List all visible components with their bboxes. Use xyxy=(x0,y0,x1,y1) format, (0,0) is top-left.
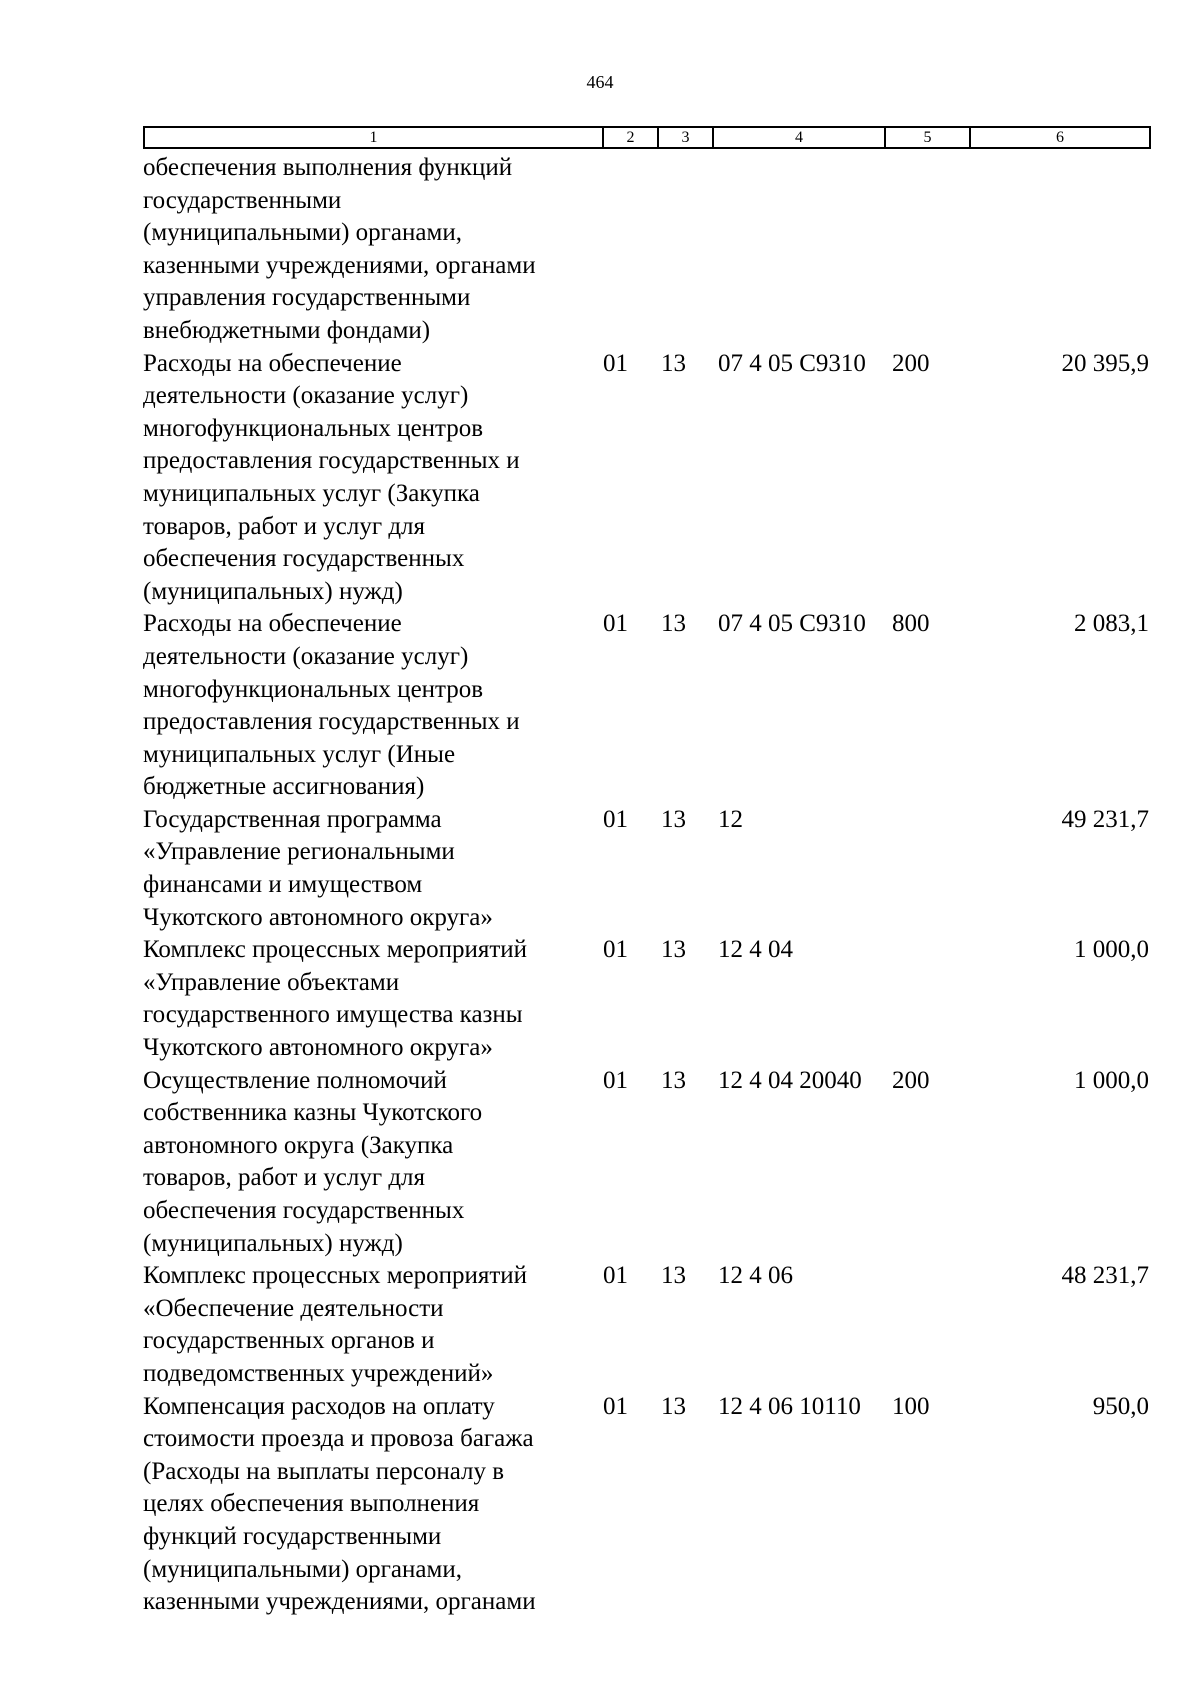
row-name: обеспечения выполнения функций государственными (муниципальными) органами, казенными учреждениями, органами управления государственными внебюджетными фондами) xyxy=(143,154,536,344)
row-subsection: 13 xyxy=(661,936,686,964)
row-subsection: 13 xyxy=(661,1392,686,1420)
row-name: Комплекс процессных мероприятий «Обеспечение деятельности государственных органов и подведомственных учреждений» xyxy=(143,1262,528,1387)
row-target-article: 12 4 04 xyxy=(718,936,793,964)
row-expense-type: 800 xyxy=(892,610,930,638)
header-col-6: 6 xyxy=(970,127,1150,148)
row-sum: 48 231,7 xyxy=(1061,1262,1149,1290)
row-expense-type: 100 xyxy=(892,1392,930,1420)
row-name: Расходы на обеспечение деятельности (оказание услуг) многофункциональных центров предоставления государственных и муниципальных услуг (Иные бюджетные ассигнования) xyxy=(143,610,520,801)
row-section: 01 xyxy=(603,610,628,638)
table-header xyxy=(143,126,1151,149)
row-section: 01 xyxy=(603,936,628,964)
row-section: 01 xyxy=(603,1392,628,1420)
row-target-article: 12 4 06 xyxy=(718,1262,793,1290)
row-target-article: 07 4 05 С9310 xyxy=(718,349,866,377)
row-subsection: 13 xyxy=(661,1066,686,1094)
row-target-article: 12 4 04 20040 xyxy=(718,1066,862,1094)
row-sum: 20 395,9 xyxy=(1061,349,1149,377)
row-sum: 2 083,1 xyxy=(1074,610,1149,638)
row-target-article: 12 4 06 10110 xyxy=(718,1392,861,1420)
header-col-4: 4 xyxy=(713,127,885,148)
table-body xyxy=(143,152,1149,1619)
table-row xyxy=(143,1065,1149,1261)
row-name: Расходы на обеспечение деятельности (оказание услуг) многофункциональных центров предоставления государственных и муниципальных услуг (Закупка товаров, работ и услуг для обеспечения государственных (муниципальных) нужд) xyxy=(143,349,520,605)
row-section: 01 xyxy=(603,805,628,833)
row-section: 01 xyxy=(603,1066,628,1094)
page-number: 464 xyxy=(586,72,614,92)
row-expense-type: 200 xyxy=(892,1066,930,1094)
row-subsection: 13 xyxy=(661,349,686,377)
row-expense-type: 200 xyxy=(892,349,930,377)
row-sum: 1 000,0 xyxy=(1074,1066,1149,1094)
header-col-1: 1 xyxy=(144,127,603,148)
row-section: 01 xyxy=(603,1262,628,1290)
row-subsection: 13 xyxy=(661,1262,686,1290)
row-sum: 950,0 xyxy=(1092,1392,1149,1420)
table-row xyxy=(143,804,1149,934)
header-col-3: 3 xyxy=(658,127,713,148)
table-row xyxy=(143,608,1149,804)
header-col-5: 5 xyxy=(885,127,970,148)
table-row xyxy=(143,1391,1149,1619)
table-row xyxy=(143,934,1149,1064)
header-col-2: 2 xyxy=(603,127,658,148)
row-name: Комплекс процессных мероприятий «Управление объектами государственного имущества казны Чукотского автономного округа» xyxy=(143,936,528,1062)
row-target-article: 12 xyxy=(718,805,743,833)
row-name: Государственная программа «Управление региональными финансами и имуществом Чукотского автономного округа» xyxy=(143,805,493,931)
row-subsection: 13 xyxy=(661,610,686,638)
row-sum: 49 231,7 xyxy=(1061,805,1149,833)
row-target-article: 07 4 05 С9310 xyxy=(718,610,866,638)
table-row xyxy=(143,348,1149,609)
row-sum: 1 000,0 xyxy=(1074,936,1149,964)
row-name: Компенсация расходов на оплату стоимости проезда и провоза багажа (Расходы на выплаты персоналу в целях обеспечения выполнения функций государственными (муниципальными) органами, казенными учреждениями, органами xyxy=(143,1392,536,1616)
row-section: 01 xyxy=(603,349,628,377)
row-subsection: 13 xyxy=(661,805,686,833)
row-name: Осуществление полномочий собственника казны Чукотского автономного округа (Закупка товаров, работ и услуг для обеспечения государственных (муниципальных) нужд) xyxy=(143,1066,483,1257)
table-row xyxy=(143,1260,1149,1390)
table-row xyxy=(143,152,1149,348)
